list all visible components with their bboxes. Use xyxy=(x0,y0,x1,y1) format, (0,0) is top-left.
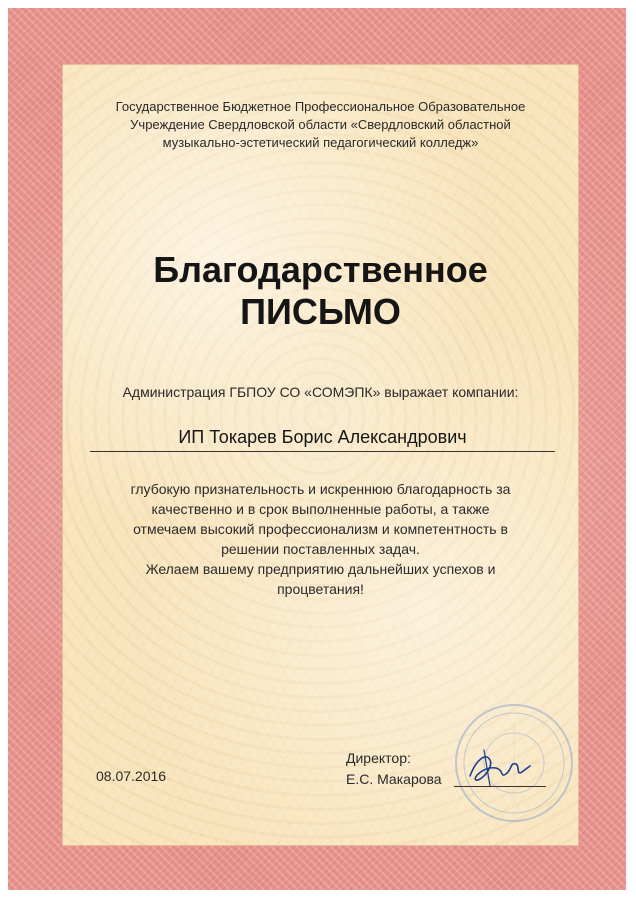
gratitude-text xyxy=(82,479,559,599)
body-line: глубокую признательность и искреннюю благодарность за xyxy=(130,481,511,497)
signer-position: Директор: xyxy=(346,750,411,766)
title-line-1: Благодарственное xyxy=(153,249,488,290)
body-line: Желаем вашему предприятию дальнейших успехов и xyxy=(145,561,496,577)
body-line: отмечаем высокий профессионализм и компетентность в xyxy=(133,521,508,537)
recipient-name: ИП Токарев Борис Александрович xyxy=(90,425,555,452)
organization-line: музыкально-эстетический педагогический колледж» xyxy=(162,135,479,150)
document-title xyxy=(62,249,579,333)
organization-header xyxy=(82,98,559,152)
stamp-seal xyxy=(453,702,575,824)
document-date: 08.07.2016 xyxy=(96,768,167,784)
signer-name: Е.С. Макарова xyxy=(346,771,442,787)
body-line: процветания! xyxy=(277,581,364,597)
signature-line xyxy=(454,786,546,787)
admin-statement: Администрация ГБПОУ СО «СОМЭПК» выражает компании: xyxy=(122,384,519,400)
signer-block xyxy=(346,748,442,790)
organization-line: Учреждение Свердловской области «Свердловский областной xyxy=(130,117,511,132)
handwritten-signature xyxy=(460,742,534,790)
organization-line: Государственное Бюджетное Профессиональное Образовательное xyxy=(115,99,526,114)
body-line: решении поставленных задач. xyxy=(221,541,420,557)
title-line-2: ПИСЬМО xyxy=(240,291,401,332)
body-line: качественно и в срок выполненные работы, а также xyxy=(151,501,490,517)
certificate-body xyxy=(62,64,579,846)
certificate-border xyxy=(8,8,626,890)
